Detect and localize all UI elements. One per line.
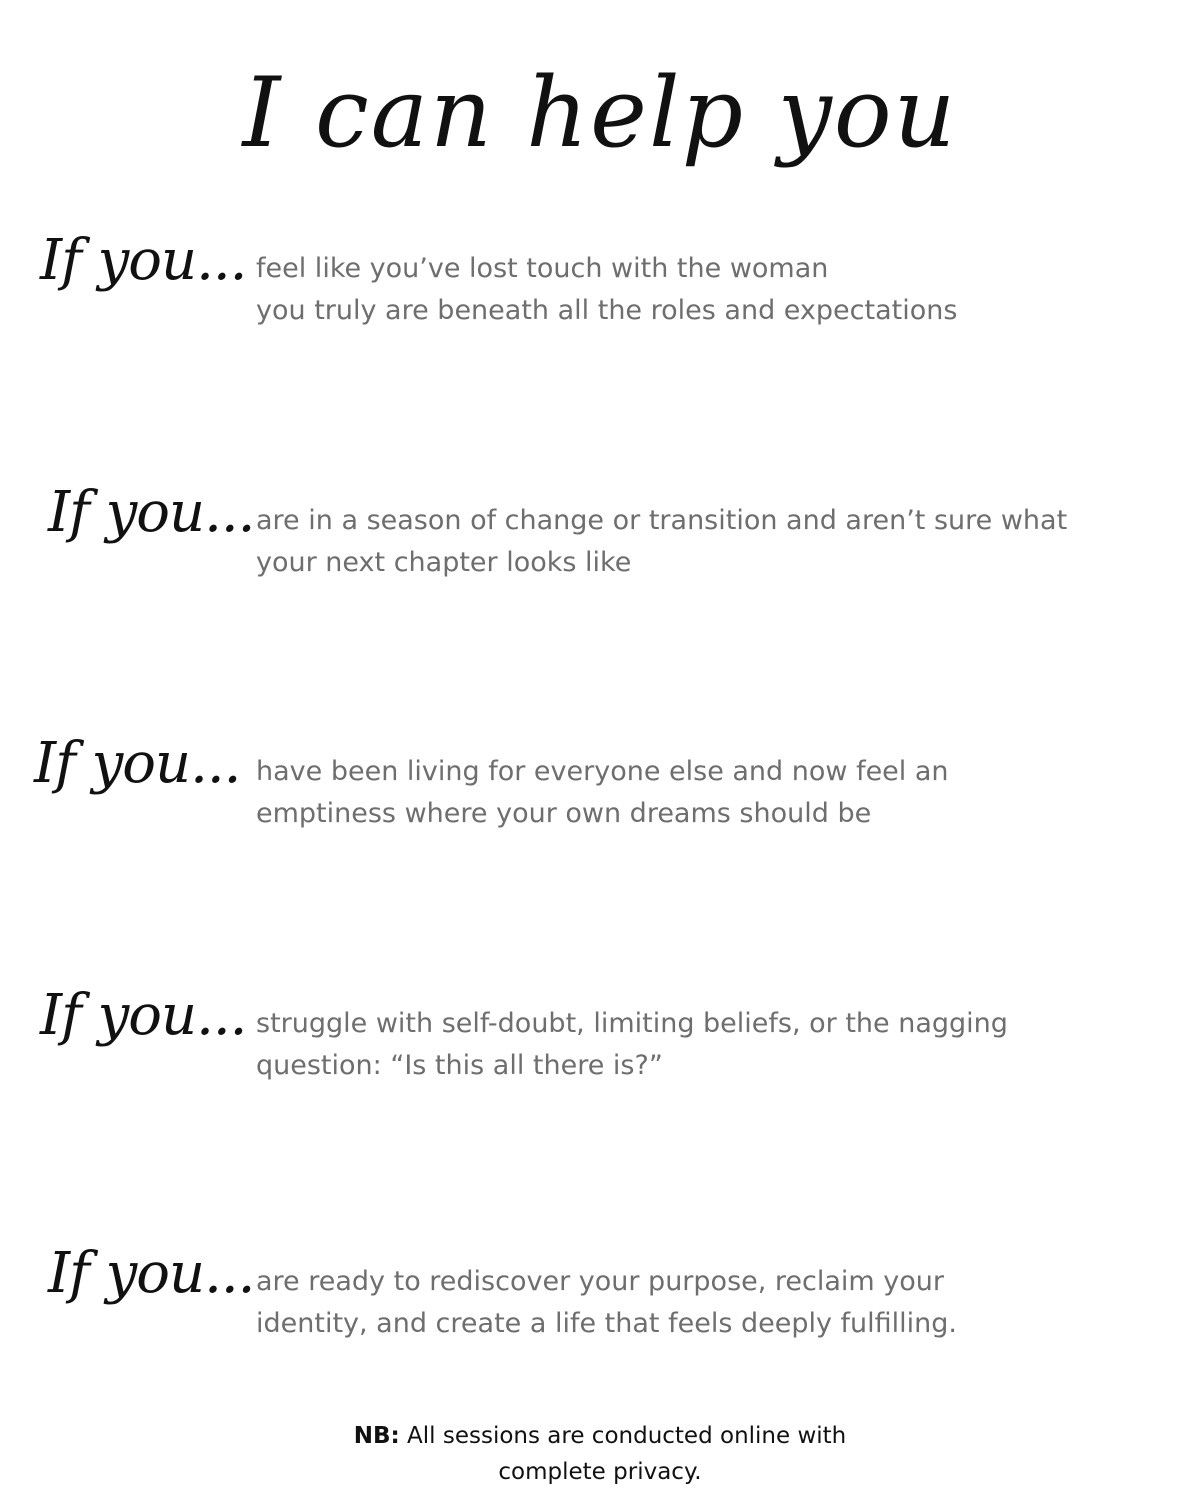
item-line: emptiness where your own dreams should be — [256, 798, 872, 829]
privacy-note — [0, 1418, 1200, 1490]
item-text — [256, 1003, 1008, 1087]
note-text-2: complete privacy. — [498, 1459, 702, 1485]
item-line: struggle with self-doubt, limiting beliefs, or the nagging — [256, 1008, 1008, 1039]
item-line: are ready to rediscover your purpose, reclaim your — [256, 1266, 945, 1297]
note-line-1 — [0, 1418, 1200, 1454]
item-line: feel like you’ve lost touch with the woman — [256, 253, 829, 284]
page-title: I can help you — [242, 57, 958, 169]
list-item — [0, 715, 1200, 855]
if-you-heading: If you... — [48, 480, 255, 545]
list-item — [0, 212, 1200, 352]
item-line: are in a season of change or transition and aren’t sure what — [256, 505, 1068, 536]
if-you-heading: If you... — [34, 731, 241, 796]
item-line: question: “Is this all there is?” — [256, 1050, 663, 1081]
item-line: identity, and create a life that feels deeply fulfilling. — [256, 1308, 957, 1339]
note-text-1: All sessions are conducted online with — [407, 1423, 847, 1449]
item-line: have been living for everyone else and now feel an — [256, 756, 949, 787]
if-you-heading: If you... — [40, 228, 247, 293]
list-item — [0, 1225, 1200, 1365]
list-item — [0, 464, 1200, 604]
item-text — [256, 751, 949, 835]
item-text — [256, 500, 1067, 584]
note-label: NB: — [353, 1423, 400, 1449]
if-you-heading: If you... — [40, 983, 247, 1048]
if-you-heading: If you... — [48, 1241, 255, 1306]
item-text — [256, 1261, 957, 1345]
list-item — [0, 967, 1200, 1107]
item-line: you truly are beneath all the roles and expectations — [256, 295, 958, 326]
item-line: your next chapter looks like — [256, 547, 632, 578]
item-text — [256, 248, 957, 332]
